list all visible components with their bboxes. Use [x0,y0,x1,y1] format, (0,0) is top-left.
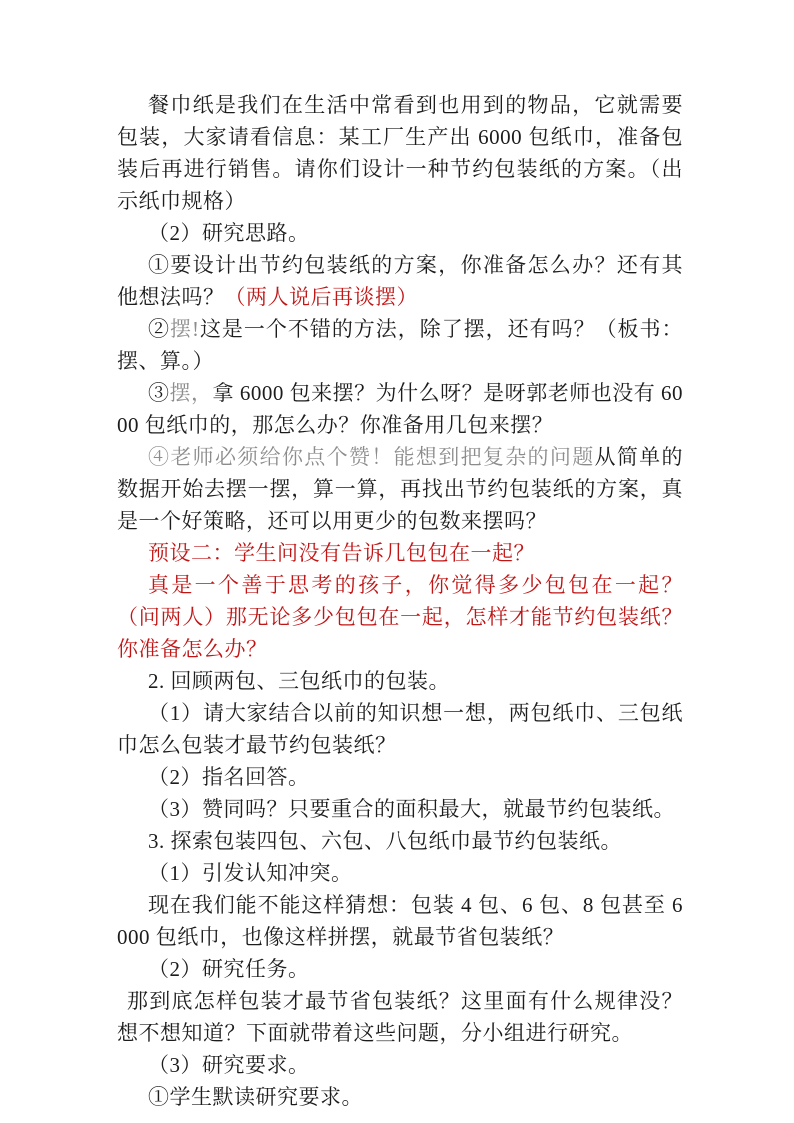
text-run: ④老师必须给你点个赞！能想到把复杂的问题 [148,445,595,469]
text-run: 预设二：学生问没有告诉几包包在一起？ [148,541,535,565]
text-run: ② [148,317,170,341]
document-body [117,89,683,1113]
paragraph [117,249,683,313]
paragraph [117,985,683,1049]
text-run: 摆， [169,381,213,405]
text-run: 拿 6000 包来摆？为什么呀？是呀郭老师也没有 6000 包纸巾的，那怎么办？你准备用几包来摆？ [117,381,684,437]
text-run: 餐巾纸是我们在生活中常看到也用到的物品，它就需要包装，大家请看信息：某工厂生产出 6000 包纸巾，准备包装后再进行销售。请你们设计一种节约包装纸的方案。（出示纸巾规格） [117,93,683,213]
text-run: （1）请大家结合以前的知识想一想，两包纸巾、三包纸巾怎么包装才最节约包装纸？ [117,701,683,757]
text-run: （2）指名回答。 [148,765,310,789]
paragraph [117,217,683,249]
text-run: （2）研究思路。 [148,221,310,245]
paragraph [117,953,683,985]
paragraph [117,793,683,825]
paragraph [117,377,683,441]
text-run: 现在我们能不能这样猜想：包装 4 包、6 包、8 包甚至 6000 包纸巾，也像这样拼摆，就最节省包装纸？ [117,893,683,949]
paragraph [117,441,683,537]
text-run: 那到底怎样包装才最节省包装纸？这里面有什么规律没？想不想知道？下面就带着这些问题，分小组进行研究。 [117,989,683,1045]
text-run: （3）赞同吗？只要重合的面积最大，就最节约包装纸。 [148,797,675,821]
text-run: 这是一个不错的方法，除了摆，还有吗？（板书：摆、算。） [117,317,684,373]
paragraph [117,1049,683,1081]
paragraph [117,313,683,377]
text-run: ①要设计出节约包装纸的方案，你准备怎么办？还有其他想法吗？ [117,253,683,309]
text-run: （两人说后再谈摆） [224,285,418,309]
paragraph [117,1081,683,1113]
text-run: 真是一个善于思考的孩子，你觉得多少包包在一起？（问两人）那无论多少包包在一起，怎样才能节约包装纸？你准备怎么办？ [117,573,683,661]
text-run: （3）研究要求。 [148,1053,310,1077]
paragraph [117,825,683,857]
paragraph [117,857,683,889]
text-run: （1）引发认知冲突。 [148,861,353,885]
text-run: ③ [148,381,170,405]
text-run: 2. 回顾两包、三包纸巾的包装。 [148,669,450,693]
text-run: 摆! [169,317,200,341]
paragraph [117,697,683,761]
text-run: 从简单的数据开始去摆一摆，算一算，再找出节约包装纸的方案，真是一个好策略，还可以用更少的包数来摆吗？ [117,445,684,533]
paragraph [117,665,683,697]
paragraph [117,889,683,953]
text-run: （2）研究任务。 [148,957,310,981]
paragraph [117,89,683,217]
text-run: ①学生默读研究要求。 [148,1085,363,1109]
paragraph [117,537,683,569]
paragraph [117,569,683,665]
text-run: 3. 探索包装四包、六包、八包纸巾最节约包装纸。 [148,829,622,853]
paragraph [117,761,683,793]
